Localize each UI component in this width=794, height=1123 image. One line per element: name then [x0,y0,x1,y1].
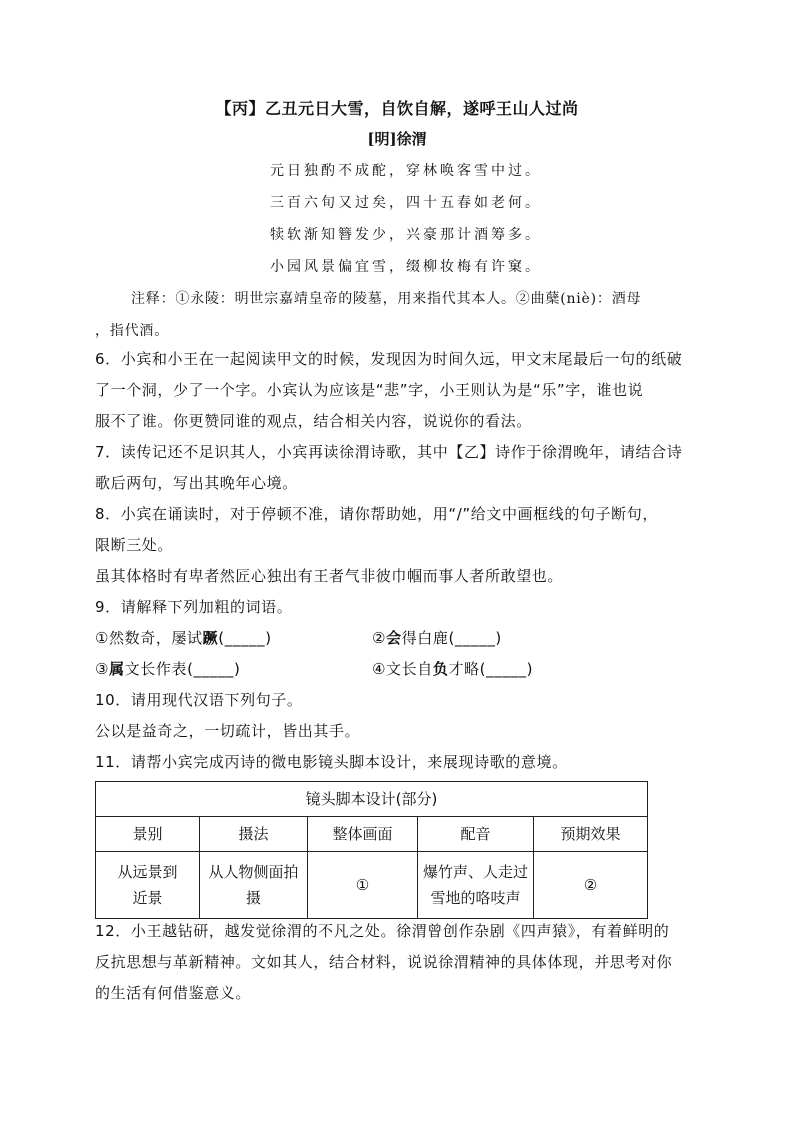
question-10: 10．请用现代汉语下列句子。 [95,691,303,709]
question-8-cont: 限断三处。 [95,536,174,554]
table-cell: 爆竹声、人走过雪地的咯吱声 [418,852,534,919]
item-d-bold-word: 负 [432,660,449,678]
table-header: 景别 [96,817,200,852]
question-9-item-d [372,658,533,679]
poem-note: 注释：①永陵：明世宗嘉靖皇帝的陵墓，用来指代其本人。②曲蘖(niè)：酒母 [131,291,642,307]
item-c-blank: 文长作表(_____) [124,660,241,678]
question-11: 11．请帮小宾完成丙诗的微电影镜头脚本设计，来展现诗歌的意境。 [95,753,568,771]
table-caption: 镜头脚本设计(部分) [96,782,648,817]
item-c-bold-word: 属 [109,660,125,678]
table-header: 配音 [418,817,534,852]
poem-line: 元日独酌不成酡，穿林唤客雪中过。 [270,163,542,179]
shot-script-table [95,781,648,919]
table-cell: ② [534,852,648,919]
poem-line: 三百六旬又过矣，四十五春如老何。 [270,195,542,211]
poem-title: 【丙】乙丑元日大雪，自饮自解，遂呼王山人过尚 [215,99,579,118]
poem-line: 犊软渐知簪发少，兴豪那计酒筹多。 [270,227,542,243]
poem-line: 小园风景偏宜雪，缀柳妆梅有许窠。 [270,259,542,275]
question-12-cont: 反抗思想与革新精神。文如其人，结合材料，说说徐渭精神的具体体现，并思考对你 [95,953,673,971]
question-12: 12．小王越钻研，越发觉徐渭的不凡之处。徐渭曾创作杂剧《四声猿》，有着鲜明的 [95,922,670,940]
question-12-cont: 的生活有何借鉴意义。 [95,984,252,1002]
question-6-cont: 服不了谁。你更赞同谁的观点，结合相关内容，说说你的看法。 [95,412,532,430]
question-8: 8．小宾在诵读时，对于停顿不准，请你帮助她，用“/”给文中画框线的句子断句， [95,505,658,523]
poem-author: [明]徐渭 [367,130,427,148]
item-b-blank: 得白鹿(_____) [401,629,502,647]
question-6-cont: 了一个洞，少了一个字。小宾认为应该是“悲”字，小王则认为是“乐”字，谁也说 [95,381,644,399]
table-cell: 从人物侧面拍摄 [200,852,308,919]
poem-note-cont: ，指代酒。 [95,323,169,339]
question-7-cont: 歌后两句，写出其晚年心境。 [95,474,298,492]
item-a-bold-word: 蹶 [202,629,219,647]
item-d-text: ④文长自 [372,660,433,678]
item-a-blank: (_____) [218,629,272,647]
item-d-blank: 才略(_____) [448,660,534,678]
table-cell: 从远景到近景 [96,852,200,919]
item-b-text: ② [372,629,387,647]
question-7: 7．读传记还不足识其人，小宾再读徐渭诗歌，其中【乙】诗作于徐渭晚年，请结合诗 [95,443,683,461]
table-header: 摄法 [200,817,308,852]
item-a-text: ①然数奇，屡试 [95,629,203,647]
question-9-item-a [95,627,272,648]
question-9: 9．请解释下列加粗的词语。 [95,598,293,616]
question-9-item-b [372,627,502,648]
item-b-bold-word: 会 [386,629,402,647]
question-8-sentence: 虽其体格时有卑者然匠心独出有王者气非彼巾帼而事人者所敢望也。 [95,567,564,585]
table-cell: ① [308,852,418,919]
table-header: 预期效果 [534,817,648,852]
table-header: 整体画面 [308,817,418,852]
question-9-item-c [95,658,240,679]
question-6: 6．小宾和小王在一起阅读甲文的时候，发现因为时间久远，甲文末尾最后一句的纸破 [95,350,683,368]
item-c-text: ③ [95,660,110,678]
question-10-sentence: 公以是益奇之，一切疏计，皆出其手。 [95,722,361,740]
